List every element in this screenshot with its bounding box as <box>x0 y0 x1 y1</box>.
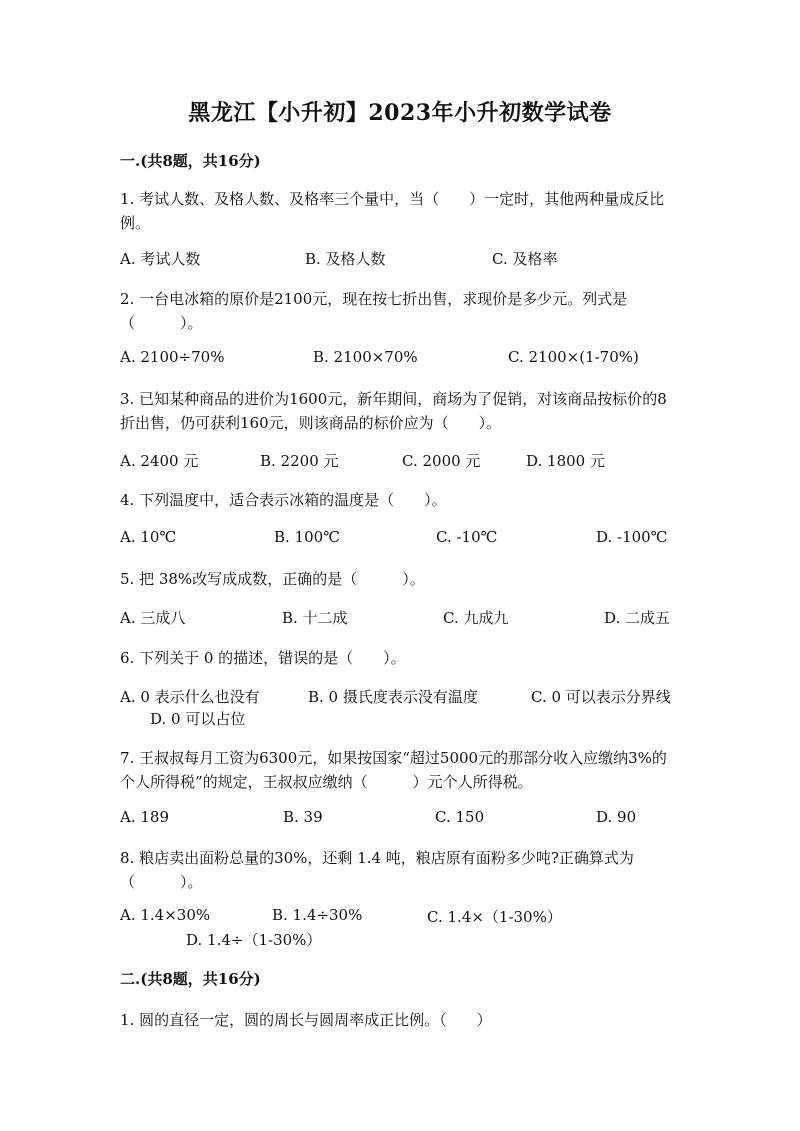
q3-option-b: B. 2200 元 <box>260 452 339 470</box>
q5-option-c: C. 九成九 <box>443 609 509 627</box>
q3-option-d: D. 1800 元 <box>526 452 605 470</box>
question-4: 4. 下列温度中，适合表示冰箱的温度是（ ）。 <box>120 491 447 509</box>
q6-option-b: B. 0 摄氏度表示没有温度 <box>308 688 478 706</box>
question-5: 5. 把 38%改写成成数，正确的是（ ）。 <box>120 570 425 588</box>
q2-option-a: A. 2100÷70% <box>120 348 225 366</box>
q5-option-b: B. 十二成 <box>282 609 348 627</box>
q8-option-d: D. 1.4÷（1-30%） <box>186 931 322 949</box>
q7-option-c: C. 150 <box>435 808 485 826</box>
q8-option-a: A. 1.4×30% <box>120 906 211 924</box>
section-heading-1: 一.(共8题，共16分) <box>120 152 261 170</box>
question-8: 8. 粮店卖出面粉总量的30%，还剩 1.4 吨，粮店原有面粉多少吨?正确算式为（ ）。 <box>120 849 634 891</box>
q8-option-b: B. 1.4÷30% <box>272 906 363 924</box>
q4-option-a: A. 10℃ <box>120 528 177 546</box>
q5-option-d: D. 二成五 <box>604 609 671 627</box>
question-1: 1. 考试人数、及格人数、及格率三个量中，当（ ）一定时，其他两种量成反比例。 <box>120 190 665 232</box>
q6-option-d: D. 0 可以占位 <box>150 710 246 728</box>
q7-option-d: D. 90 <box>596 808 637 826</box>
q6-option-c: C. 0 可以表示分界线 <box>531 688 671 706</box>
q5-option-a: A. 三成八 <box>120 609 186 627</box>
q2-option-c: C. 2100×(1-70%) <box>508 348 639 366</box>
q4-option-b: B. 100℃ <box>274 528 340 546</box>
question-6: 6. 下列关于 0 的描述，错误的是（ ）。 <box>120 649 406 667</box>
judgement-question-1: 1. 圆的直径一定，圆的周长与圆周率成正比例。（ ） <box>120 1011 492 1029</box>
exam-title: 黑龙江【小升初】2023年小升初数学试卷 <box>188 100 612 126</box>
question-2: 2. 一台电冰箱的原价是2100元，现在按七折出售，求现价是多少元。列式是（ ）。 <box>120 290 628 332</box>
q7-option-b: B. 39 <box>283 808 323 826</box>
q4-option-c: C. -10℃ <box>436 528 498 546</box>
q1-option-c: C. 及格率 <box>492 250 558 268</box>
q4-option-d: D. -100℃ <box>596 528 668 546</box>
q6-option-a: A. 0 表示什么也没有 <box>120 688 260 706</box>
q8-option-c: C. 1.4×（1-30%） <box>427 908 562 926</box>
question-3: 3. 已知某种商品的进价为1600元，新年期间，商场为了促销，对该商品按标价的8折出售，仍可获利160元，则该商品的标价应为（ ）。 <box>120 390 667 432</box>
q7-option-a: A. 189 <box>120 808 169 826</box>
question-7: 7. 王叔叔每月工资为6300元，如果按国家“超过5000元的那部分收入应缴纳3%的个人所得税”的规定，王叔叔应缴纳（ ）元个人所得税。 <box>120 749 667 791</box>
q1-option-b: B. 及格人数 <box>305 250 386 268</box>
q3-option-a: A. 2400 元 <box>120 452 199 470</box>
section-heading-2: 二.(共8题，共16分) <box>120 970 261 988</box>
q2-option-b: B. 2100×70% <box>313 348 418 366</box>
q1-option-a: A. 考试人数 <box>120 250 201 268</box>
q3-option-c: C. 2000 元 <box>402 452 481 470</box>
